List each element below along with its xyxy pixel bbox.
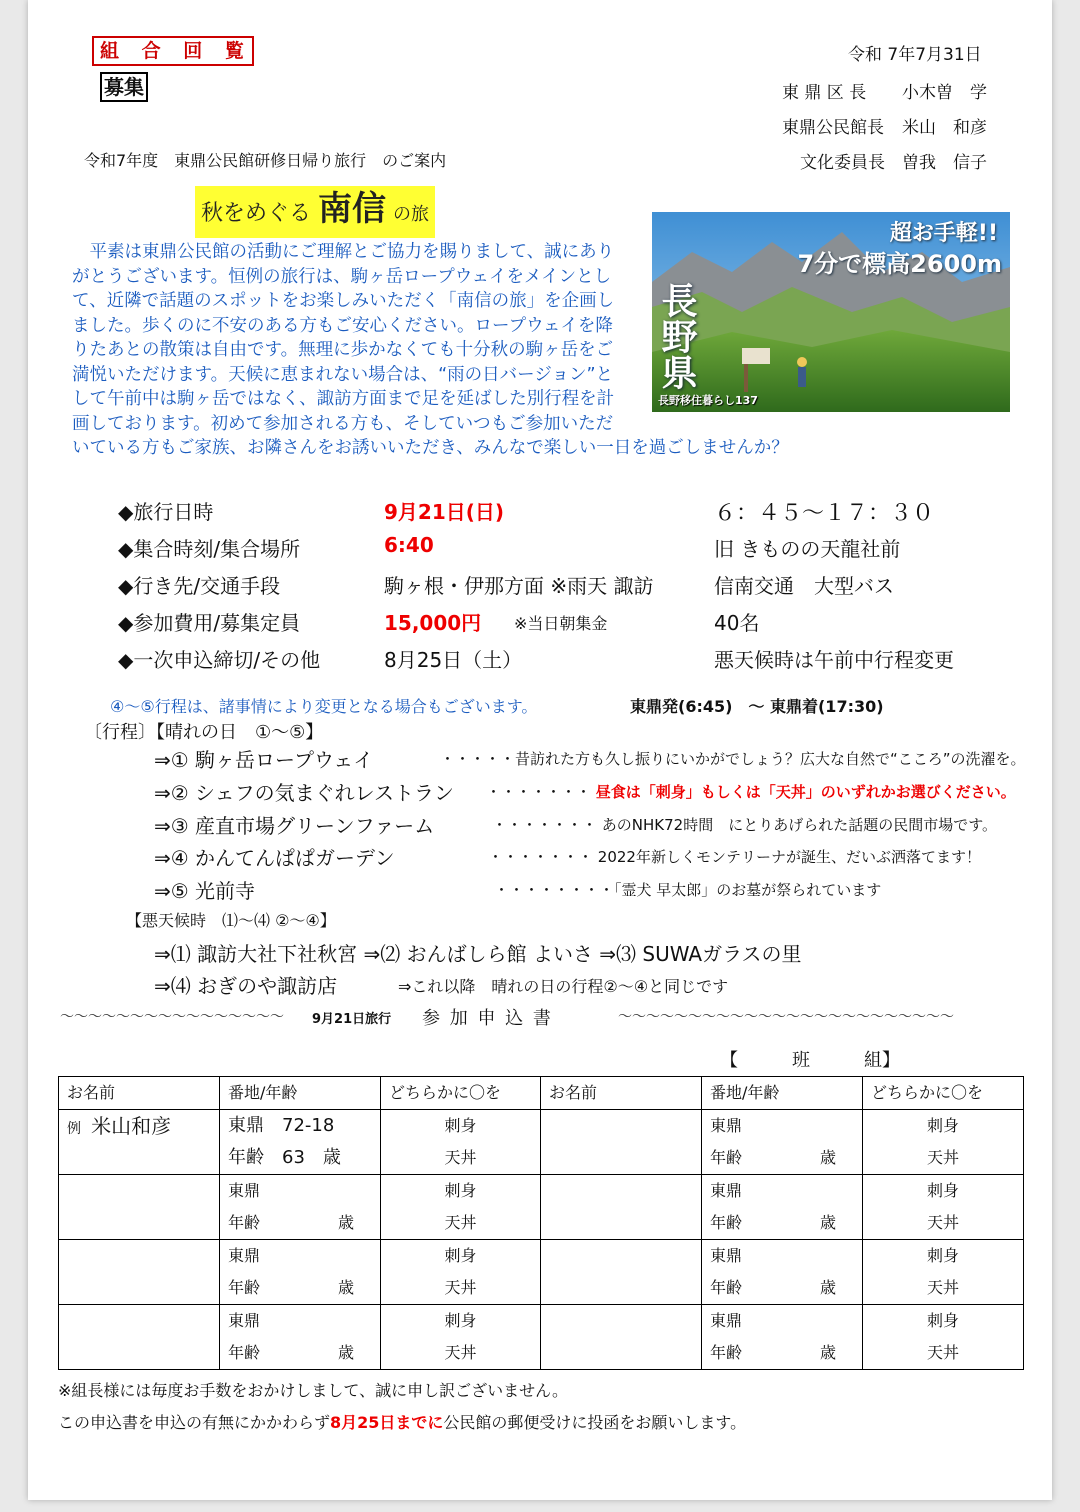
sunny-stop-5-note: ・・・・・・・・「霊犬 早太郎」のお墓が祭られています [494, 881, 882, 899]
signature-ward-chief: 東 鼎 区 長 小木曽 学 [782, 83, 987, 103]
depart-arrive-times: 東鼎発(6:45) ～ 東鼎着(17:30) [630, 697, 884, 716]
itinerary-notice: ④～⑤行程は、諸事情により変更となる場合もございます。 [110, 697, 538, 716]
info-row-cost: ◆参加費用/募集定員 15,000円 ※当日朝集金 40名 [118, 611, 760, 635]
sunny-stop-2-note: ・・・・・・・ 昼食は「刺身」もしくは「天丼」のいずれかお選びください。 [486, 783, 1016, 801]
address-cell-2[interactable]: 東鼎 年齢 歳 [702, 1305, 863, 1370]
signature-hall-director: 東鼎公民館長 米山 和彦 [782, 118, 987, 138]
bad-weather-heading: 【悪天候時 ⑴～⑷ ②～④】 [126, 911, 336, 930]
issue-date: 令和 7年7月31日 [848, 45, 982, 65]
signature-culture-chair: 文化委員長 曽我 信子 [800, 153, 987, 173]
photo-catch-easy: 超お手軽!! [889, 221, 998, 246]
table-row [59, 1175, 1024, 1240]
address-cell[interactable]: 東鼎 年齢 歳 [220, 1175, 381, 1240]
header-name-2: お名前 [541, 1077, 702, 1110]
tour-title: 秋をめぐる 南信 の旅 [195, 186, 435, 238]
bad-weather-route-2: ⇒⑷ おぎのや諏訪店 [154, 974, 338, 998]
circulation-stamp: 組 合 回 覧 [92, 36, 254, 66]
sunny-stop-1: ⇒① 駒ヶ岳ロープウェイ [154, 748, 374, 772]
sunny-stop-4: ⇒④ かんてんぱぱガーデン [154, 846, 395, 870]
name-cell-2[interactable] [541, 1305, 702, 1370]
sunny-stop-5: ⇒⑤ 光前寺 [154, 879, 256, 903]
address-cell[interactable]: 東鼎 年齢 歳 [220, 1240, 381, 1305]
address-cell-2[interactable]: 東鼎 年齢 歳 [702, 1110, 863, 1175]
form-divider-right: ～～～～～～～～～～～～～～～～～～～～～～～～ [618, 1009, 954, 1025]
sunny-stop-3-note: ・・・・・・・ あのNHK72時間 にとりあげられた話題の民間市場です。 [492, 816, 998, 834]
table-row [59, 1240, 1024, 1305]
address-cell-2[interactable]: 東鼎 年齢 歳 [702, 1175, 863, 1240]
footer-apology: ※組長様には毎度お手数をおかけしまして、誠に申し訳ございません。 [58, 1381, 569, 1400]
table-row-example [59, 1110, 1024, 1175]
name-cell-2[interactable] [541, 1110, 702, 1175]
choice-cell-2[interactable]: 刺身 天丼 [863, 1175, 1024, 1240]
form-date-label: 9月21日旅行 [312, 1012, 392, 1027]
info-row-deadline: ◆一次申込締切/その他 8月25日（土） 悪天候時は午前中行程変更 [118, 648, 954, 672]
table-row [59, 1305, 1024, 1370]
intro-title: 令和7年度 東鼎公民館研修日帰り旅行 のご案内 [84, 151, 447, 170]
itinerary-heading: 〔行程〕【晴れの日 ①～⑤】 [84, 722, 324, 743]
intro-body: 平素は東鼎公民館の活動にご理解とご協力を賜りまして、誠にありがとうございます。恒例の旅行は、駒ヶ岳ロープウェイをメインとして、近隣で話題のスポットをお楽しみいただく「南信の旅」を企画しました。歩くのに不安のある方もご安心ください。ロープウェイを降りたあとの散策は自由です。無理に歩かなくても十分秋の駒ヶ岳をご満悦いただけます。天候に恵まれない場合は、“雨の日バージョン”として午前中は駒ヶ岳ではなく、諏訪方面まで足を延ばした別行程を計画しております。初めて参加される方も、そしていつもご参加いただいている方もご家族、お隣さんをお誘いいただき、みんなで楽しい一日を過ごしませんか？ [72, 242, 789, 458]
choice-cell-2[interactable]: 刺身 天丼 [863, 1110, 1024, 1175]
photo-credit: 長野移住暮らし137 [658, 394, 758, 407]
sunny-stop-4-note: ・・・・・・・ 2022年新しくモンテリーナが誕生、だいぶ洒落てます！ [488, 848, 981, 866]
choice-cell[interactable]: 刺身 天丼 [381, 1305, 541, 1370]
header-address-age-2: 番地/年齢 [702, 1077, 863, 1110]
choice-cell-2[interactable]: 刺身 天丼 [863, 1240, 1024, 1305]
table-header-row [59, 1077, 1024, 1110]
name-cell[interactable]: 例 米山和彦 [59, 1110, 220, 1175]
address-cell[interactable]: 東鼎 72-18 年齢 63 歳 [220, 1110, 381, 1175]
bad-weather-route-note: ⇒これ以降 晴れの日の行程②～④と同じです [398, 977, 729, 996]
name-cell-2[interactable] [541, 1175, 702, 1240]
info-row-destination: ◆行き先/交通手段 駒ヶ根・伊那方面 ※雨天 諏訪 信南交通 大型バス [118, 574, 894, 598]
sunny-stop-2: ⇒② シェフの気まぐれレストラン [154, 781, 455, 805]
info-row-meeting: ◆集合時刻/集合場所 6:40 旧 きものの天龍社前 [118, 533, 901, 561]
group-label: 【 班 組】 [720, 1050, 900, 1071]
header-choice: どちらかに〇を [381, 1077, 541, 1110]
form-title: 参 加 申 込 書 [422, 1008, 553, 1029]
choice-cell[interactable]: 刺身 天丼 [381, 1175, 541, 1240]
header-address-age: 番地/年齢 [220, 1077, 381, 1110]
name-cell[interactable] [59, 1175, 220, 1240]
name-cell[interactable] [59, 1305, 220, 1370]
sunny-stop-1-note: ・・・・・昔訪れた方も久し振りにいかがでしょう？広大な自然で“こころ”の洗濯を。 [440, 750, 1026, 768]
application-table [58, 1076, 1024, 1370]
name-cell-2[interactable] [541, 1240, 702, 1305]
info-row-date: ◆旅行日時 9月21日(日) ６：４５～１７：３０ [118, 500, 935, 526]
photo-prefecture: 長野県 [656, 282, 697, 390]
choice-cell[interactable]: 刺身 天丼 [381, 1240, 541, 1305]
header-name: お名前 [59, 1077, 220, 1110]
header-choice-2: どちらかに〇を [863, 1077, 1024, 1110]
address-cell-2[interactable]: 東鼎 年齢 歳 [702, 1240, 863, 1305]
form-divider-left: ～～～～～～～～～～～～～～～～ [60, 1009, 284, 1025]
choice-cell-2[interactable]: 刺身 天丼 [863, 1305, 1024, 1370]
footer-instruction: この申込書を申込の有無にかかわらず8月25日までに公民館の郵便受けに投函をお願いします。 [58, 1413, 747, 1432]
choice-cell[interactable]: 刺身 天丼 [381, 1110, 541, 1175]
recruit-label: 募集 [100, 72, 148, 102]
address-cell[interactable]: 東鼎 年齢 歳 [220, 1305, 381, 1370]
bad-weather-route-1: ⇒⑴ 諏訪大社下社秋宮 ⇒⑵ おんばしら館 よいさ ⇒⑶ SUWAガラスの里 [154, 942, 802, 966]
name-cell[interactable] [59, 1240, 220, 1305]
photo-catch-altitude: 7分で標高2600m [797, 250, 1002, 278]
sunny-stop-3: ⇒③ 産直市場グリーンファーム [154, 814, 435, 838]
